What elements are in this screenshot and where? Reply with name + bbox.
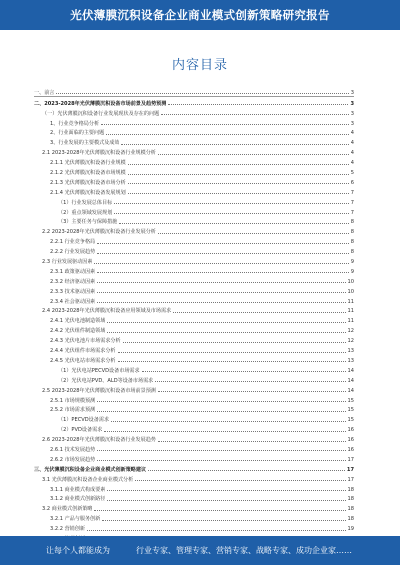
toc-page-number: 3 xyxy=(350,120,354,127)
toc-entry[interactable] xyxy=(34,166,354,176)
toc-entry-title: 3.2 商业模式创新策略 xyxy=(42,506,93,513)
toc-entry[interactable] xyxy=(34,235,354,245)
toc-entry-title: （1）光伏电站PECVD设备市场需求 xyxy=(58,367,140,374)
toc-page-number: 4 xyxy=(350,160,354,167)
toc-entry[interactable] xyxy=(34,146,354,156)
toc-entry-title: 2.1.1 光伏薄膜沉积设备行业规模 xyxy=(50,160,126,167)
toc-entry-title: 2.1.4 光伏薄膜沉积设备发展规划 xyxy=(50,189,126,196)
toc-page-number: 8 xyxy=(350,229,354,236)
toc-page-number: 8 xyxy=(350,219,354,226)
toc-page-number: 16 xyxy=(347,427,354,434)
toc-dot-leader xyxy=(128,193,349,194)
toc-dot-leader xyxy=(102,520,345,521)
toc-dot-leader xyxy=(155,381,345,382)
toc-dot-leader xyxy=(107,500,345,501)
toc-page-number: 18 xyxy=(347,516,354,523)
toc-dot-leader xyxy=(97,411,345,412)
toc-entry-title: 3.1.1 商业模式构成要素 xyxy=(50,486,106,493)
toc-entry[interactable] xyxy=(34,275,354,285)
toc-dot-leader xyxy=(118,352,346,353)
toc-entry-title: 2.4.2 光伏组件制造领域 xyxy=(50,328,106,335)
toc-dot-leader xyxy=(97,253,349,254)
toc-dot-leader xyxy=(128,183,349,184)
toc-dot-leader xyxy=(56,93,348,94)
toc-page-number: 4 xyxy=(350,150,354,157)
toc-entry[interactable] xyxy=(34,512,354,522)
toc-entry[interactable] xyxy=(34,413,354,423)
toc-page-number: 5 xyxy=(350,170,354,177)
toc-entry[interactable] xyxy=(34,364,354,374)
toc-entry[interactable] xyxy=(34,483,354,493)
toc-entry[interactable] xyxy=(34,255,354,265)
toc-entry-title: 2.6 2023-2028年光伏薄膜沉积设备行业发展趋势 xyxy=(42,437,156,444)
document-title: 光伏薄膜沉积设备企业商业模式创新策略研究报告 xyxy=(70,8,330,22)
toc-page-number: 17 xyxy=(346,466,354,473)
toc-entry[interactable] xyxy=(34,127,354,137)
toc-entry-title: 3.2.2 营销创新 xyxy=(50,526,85,533)
toc-dot-leader xyxy=(107,332,345,333)
toc-entry[interactable] xyxy=(34,216,354,226)
toc-entry[interactable] xyxy=(34,176,354,186)
footer-tagline: 行业专家、管理专家、营销专家、战略专家、成功企业家…… xyxy=(136,546,352,555)
toc-page-number: 11 xyxy=(347,318,354,325)
toc-entry[interactable] xyxy=(34,245,354,255)
toc-entry[interactable] xyxy=(34,344,354,354)
toc-dot-leader xyxy=(101,124,349,125)
toc-page-number: 7 xyxy=(350,209,354,216)
toc-entry-title: 2.4.1 光伏电池制造领域 xyxy=(50,318,106,325)
toc-dot-leader xyxy=(97,282,345,283)
toc-page-number: 15 xyxy=(347,407,354,414)
toc-entry[interactable] xyxy=(34,324,354,334)
toc-entry-title: （1）行业发展总体目标 xyxy=(58,199,113,206)
toc-entry[interactable] xyxy=(34,295,354,305)
toc-page-number: 10 xyxy=(347,288,354,295)
toc-page-number: 4 xyxy=(350,140,354,147)
toc-entry-title: 2.1.3 光伏薄膜沉积设备市场分析 xyxy=(50,179,126,186)
toc-entry-title: （1）PECVD设备需求 xyxy=(58,417,110,424)
toc-entry-title: （2）PVD设备需求 xyxy=(58,427,103,434)
toc-dot-leader xyxy=(87,530,346,531)
toc-page-number: 11 xyxy=(347,308,354,315)
toc-entry-title: 2.4.4 光伏组件市场需求分析 xyxy=(50,348,116,355)
toc-dot-leader xyxy=(97,450,345,451)
header-banner xyxy=(0,0,400,30)
toc-entry-title: 2.1 2023-2028年光伏薄膜沉积设备行业规模分析 xyxy=(42,150,156,157)
toc-entry-title: （2）光伏电站PVD、ALD等设备市场需求 xyxy=(58,377,154,384)
toc-dot-leader xyxy=(158,233,349,234)
toc-dot-leader xyxy=(97,302,345,303)
toc-entry[interactable] xyxy=(34,334,354,344)
toc-page-number: 11 xyxy=(347,298,354,305)
toc-entry-title: 2.5.2 市场需求预测 xyxy=(50,407,96,414)
toc-entry[interactable] xyxy=(34,206,354,216)
toc-entry-title: 一、前言 xyxy=(34,89,55,96)
toc-entry[interactable] xyxy=(34,107,354,117)
toc-entry[interactable] xyxy=(34,136,354,146)
toc-entry-title: 2.3 行业发展驱动因素 xyxy=(42,259,93,266)
toc-page-number: 9 xyxy=(350,259,354,266)
toc-entry[interactable] xyxy=(34,453,354,463)
footer-banner xyxy=(0,536,400,565)
toc-dot-leader xyxy=(107,322,345,323)
toc-entry[interactable] xyxy=(34,305,354,315)
toc-dot-leader xyxy=(97,272,349,273)
toc-entry-title: 3.2.1 产品与服务创新 xyxy=(50,516,101,523)
toc-entry-title: （一）光伏薄膜沉积设备行业发展现状及存在的问题 xyxy=(42,110,160,117)
toc-dot-leader xyxy=(104,431,345,432)
toc-entry[interactable] xyxy=(34,384,354,394)
toc-page-number: 6 xyxy=(350,179,354,186)
toc-page-number: 7 xyxy=(350,189,354,196)
toc-entry-title: 二、2023-2028年光伏薄膜沉积设备市场前景及趋势预测 xyxy=(34,100,167,107)
toc-page-number: 18 xyxy=(347,486,354,493)
toc-dot-leader xyxy=(128,164,349,165)
toc-dot-leader xyxy=(158,391,346,392)
toc-page-number: 15 xyxy=(347,397,354,404)
toc-dot-leader xyxy=(142,371,346,372)
toc-dot-leader xyxy=(119,223,348,224)
toc-dot-leader xyxy=(97,292,345,293)
toc-page-number: 18 xyxy=(347,496,354,503)
toc-page-number: 13 xyxy=(347,357,354,364)
toc-entry[interactable] xyxy=(34,522,354,532)
toc-page-number: 15 xyxy=(347,417,354,424)
toc-entry-title: 2.2.1 行业竞争格局 xyxy=(50,239,96,246)
toc-entry-title: 2.2.2 行业发展趋势 xyxy=(50,249,96,256)
toc-page-number: 7 xyxy=(350,199,354,206)
toc-entry-title: （2）重点领域发展规划 xyxy=(58,209,113,216)
toc-dot-leader xyxy=(168,104,348,105)
toc-entry[interactable] xyxy=(34,423,354,433)
toc-dot-leader xyxy=(97,460,345,461)
toc-entry-title: 3、行业发展的主要模式及成效 xyxy=(50,140,120,147)
toc-entry-title: 2.1.2 光伏薄膜沉积设备市场规模 xyxy=(50,170,126,177)
toc-page-number: 9 xyxy=(350,268,354,275)
toc-entry-title: 2.5 2023-2028年光伏薄膜沉积设备市场前景预测 xyxy=(42,387,156,394)
toc-entry[interactable] xyxy=(34,394,354,404)
toc-entry[interactable] xyxy=(34,493,354,503)
toc-dot-leader xyxy=(161,114,349,115)
toc-entry[interactable] xyxy=(34,186,354,196)
toc-dot-leader xyxy=(97,243,349,244)
toc-page-number: 3 xyxy=(350,110,354,117)
table-of-contents xyxy=(34,86,354,542)
toc-dot-leader xyxy=(158,154,349,155)
toc-dot-leader xyxy=(128,174,349,175)
toc-page-number: 16 xyxy=(347,437,354,444)
toc-entry-title: 2.6.1 技术发展趋势 xyxy=(50,446,96,453)
toc-entry-title: 2.3.3 技术驱动因素 xyxy=(50,288,96,295)
toc-entry-title: 2.3.4 社会驱动因素 xyxy=(50,298,96,305)
toc-dot-leader xyxy=(94,263,348,264)
toc-page-number: 14 xyxy=(347,367,354,374)
toc-dot-leader xyxy=(107,490,345,491)
toc-page-number: 10 xyxy=(347,278,354,285)
toc-page-number: 16 xyxy=(347,446,354,453)
toc-entry-title: 三、光伏薄膜沉积设备企业商业模式创新策略建议 xyxy=(34,466,147,473)
toc-dot-leader xyxy=(106,134,349,135)
toc-dot-leader xyxy=(94,510,345,511)
toc-entry-title: 2.4.5 光伏电站市场需求分析 xyxy=(50,357,116,364)
toc-page-number: 14 xyxy=(347,377,354,384)
toc-dot-leader xyxy=(173,312,345,313)
toc-entry-title: 2.3.2 经济驱动因素 xyxy=(50,278,96,285)
toc-page-number: 19 xyxy=(347,526,354,533)
toc-entry[interactable] xyxy=(34,463,354,473)
toc-entry[interactable] xyxy=(34,354,354,364)
toc-page-number: 3 xyxy=(350,100,354,107)
toc-dot-leader xyxy=(135,480,345,481)
toc-dot-leader xyxy=(111,421,345,422)
toc-page-number: 12 xyxy=(347,338,354,345)
toc-entry[interactable] xyxy=(34,443,354,453)
toc-page-number: 17 xyxy=(347,456,354,463)
toc-entry[interactable] xyxy=(34,285,354,295)
toc-heading: 内容目录 xyxy=(171,58,228,73)
toc-dot-leader xyxy=(97,401,345,402)
toc-entry[interactable] xyxy=(34,225,354,235)
toc-dot-leader xyxy=(148,470,345,471)
toc-entry-title: （3）主要任务与保障措施 xyxy=(58,219,118,226)
toc-entry-title: 2.4 2023-2028年光伏薄膜沉积设备应用领域及市场需求 xyxy=(42,308,172,315)
toc-entry-title: 2.5.1 市场规模预测 xyxy=(50,397,96,404)
toc-page-number: 13 xyxy=(347,348,354,355)
toc-dot-leader xyxy=(158,441,346,442)
toc-page-number: 18 xyxy=(347,506,354,513)
toc-dot-leader xyxy=(114,203,349,204)
toc-entry-title: 1、行业竞争格局分析 xyxy=(50,120,100,127)
toc-entry[interactable] xyxy=(34,117,354,127)
toc-entry[interactable] xyxy=(34,433,354,443)
toc-entry[interactable] xyxy=(34,374,354,384)
toc-entry[interactable] xyxy=(34,196,354,206)
footer-slogan: 让每个人都能成为 xyxy=(46,546,110,555)
toc-page-number: 14 xyxy=(347,387,354,394)
toc-entry[interactable] xyxy=(34,97,354,107)
toc-entry-title: 2.3.1 政策驱动因素 xyxy=(50,268,96,275)
toc-entry-title: 2.6.2 市场发展趋势 xyxy=(50,456,96,463)
toc-entry-title: 2.4.3 光伏电池片市场需求分析 xyxy=(50,338,121,345)
toc-page-number: 8 xyxy=(350,249,354,256)
toc-page-number: 4 xyxy=(350,130,354,137)
toc-entry[interactable] xyxy=(34,156,354,166)
toc-page-number: 17 xyxy=(347,476,354,483)
toc-entry-title: 3.1 光伏薄膜沉积设备企业商业模式分析 xyxy=(42,476,134,483)
toc-page-number: 8 xyxy=(350,239,354,246)
toc-entry[interactable] xyxy=(34,86,354,97)
toc-entry[interactable] xyxy=(34,404,354,414)
toc-entry[interactable] xyxy=(34,502,354,512)
toc-page-number: 12 xyxy=(347,328,354,335)
toc-dot-leader xyxy=(123,342,346,343)
toc-dot-leader xyxy=(118,361,346,362)
toc-entry-title: 2.2 2023-2028年光伏薄膜沉积设备行业发展分析 xyxy=(42,229,156,236)
toc-entry-title: 2、行业面临的主要问题 xyxy=(50,130,105,137)
toc-entry[interactable] xyxy=(34,314,354,324)
toc-dot-leader xyxy=(121,144,348,145)
toc-page-number: 3 xyxy=(350,89,354,96)
toc-dot-leader xyxy=(114,213,349,214)
toc-entry[interactable] xyxy=(34,265,354,275)
toc-entry-title: 3.1.2 商业模式创新路径 xyxy=(50,496,106,503)
toc-entry[interactable] xyxy=(34,473,354,483)
